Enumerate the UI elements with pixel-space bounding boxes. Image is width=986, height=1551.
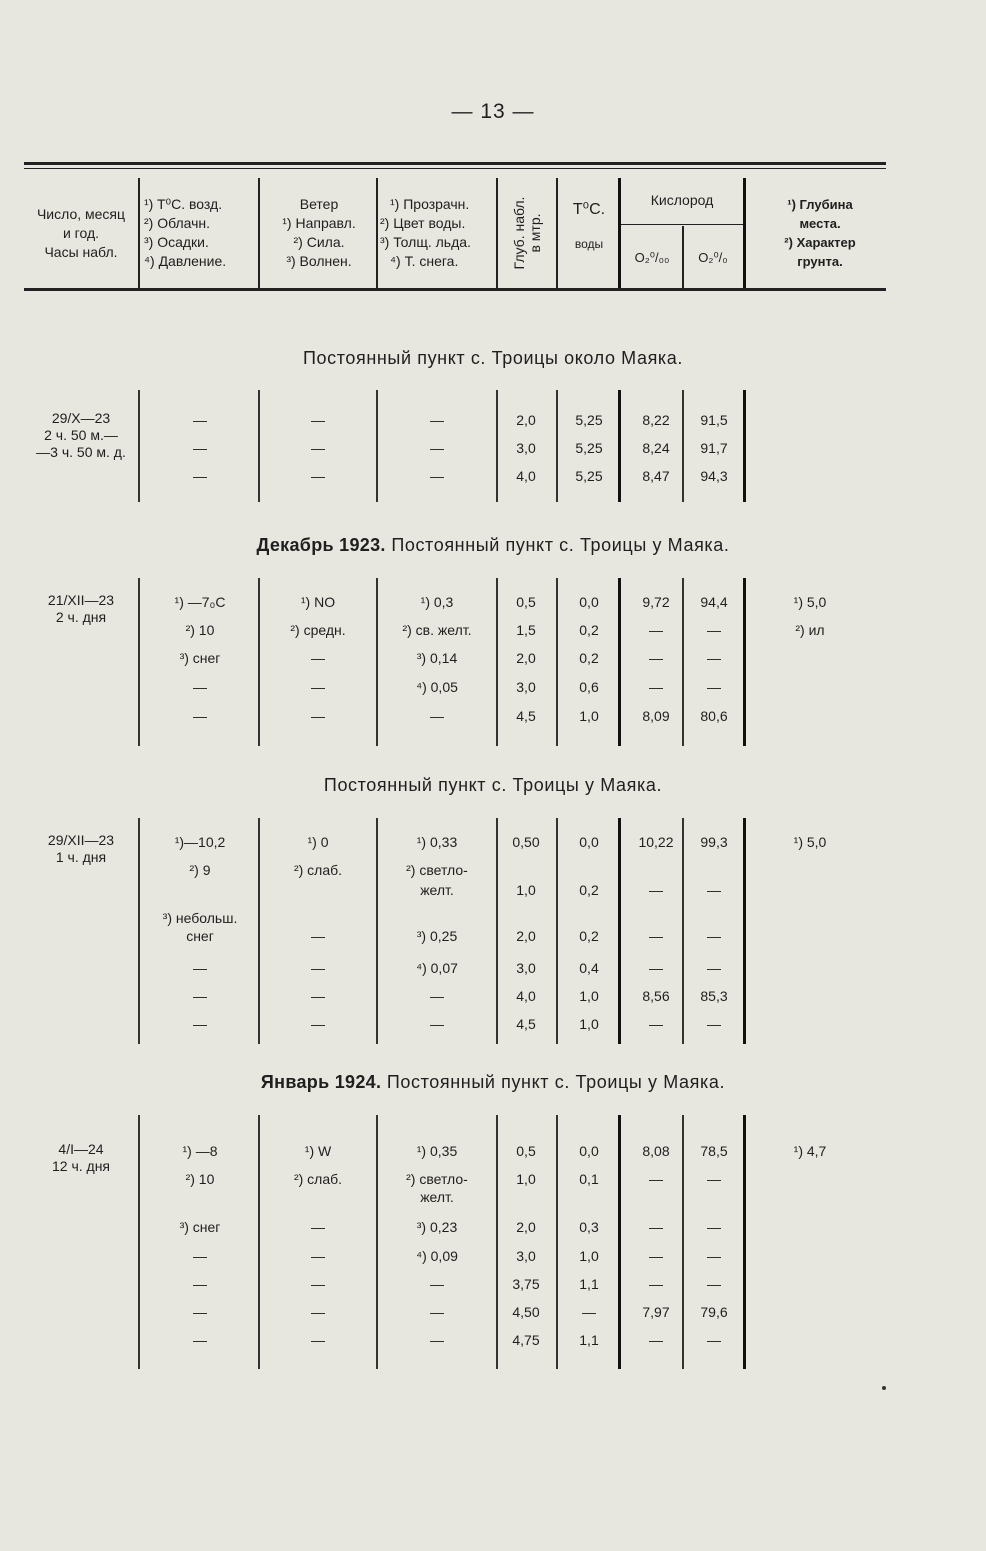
- cell-water-temp: 0,1: [579, 1171, 599, 1187]
- header-bottom-line-2: места.: [799, 216, 841, 231]
- cell-water-temp: 5,25: [575, 412, 603, 428]
- cell-oxygen-percent: —: [707, 1276, 721, 1292]
- cell-wind: —: [311, 1248, 325, 1264]
- cell-water: ³) 0,14: [416, 650, 458, 666]
- cell-wind: —: [311, 708, 325, 724]
- cell-water: ¹) 0,3: [420, 594, 454, 610]
- header-depth-line-1: Глуб. набл.: [511, 196, 527, 270]
- top-rule-thick: [24, 162, 886, 165]
- header-bottom-line-3: ²) Характер: [784, 235, 856, 250]
- data-group-jan-4: [24, 1115, 886, 1369]
- observation-date-line: 29/XII—23: [47, 832, 115, 848]
- cell-depth: 1,0: [516, 882, 536, 898]
- cell-oxygen-permille: —: [649, 1276, 663, 1292]
- cell-oxygen-percent: 94,3: [700, 468, 728, 484]
- observation-date-line: 2 ч. дня: [55, 609, 107, 625]
- header-bottom-rule-thick: [24, 288, 886, 291]
- cell-wind: ²) слаб.: [293, 1171, 343, 1187]
- cell-oxygen-percent: 99,3: [700, 834, 728, 850]
- header-bottom-line-1: ¹) Глубина: [787, 197, 853, 212]
- observation-date-line: 21/XII—23: [47, 592, 115, 608]
- cell-water: —: [430, 1332, 444, 1348]
- cell-water-temp: 0,2: [579, 882, 599, 898]
- cell-depth: 4,5: [516, 1016, 536, 1032]
- header-oxygen-percent: O₂⁰/₀: [698, 249, 728, 265]
- cell-water: —: [430, 468, 444, 484]
- cell-water: —: [430, 988, 444, 1004]
- cell-wind: ¹) NO: [300, 594, 336, 610]
- cell-oxygen-percent: —: [707, 1332, 721, 1348]
- cell-water: —: [430, 708, 444, 724]
- section-title-1-text: Постоянный пункт с. Троицы около Маяка.: [303, 348, 683, 368]
- section-title-2: [0, 535, 986, 556]
- header-depth-line-2: в мтр.: [527, 213, 543, 253]
- observation-date: [24, 592, 138, 626]
- cell-oxygen-permille: —: [649, 928, 663, 944]
- cell-air: —: [193, 1248, 207, 1264]
- header-air-line-1: ¹) T⁰C. возд.: [144, 196, 223, 212]
- header-wind-line-2: ¹) Направл.: [282, 215, 356, 231]
- header-oxygen-title: Кислород: [650, 192, 714, 208]
- cell-oxygen-permille: 8,24: [642, 440, 670, 456]
- cell-air: ²) 10: [185, 622, 215, 638]
- cell-water-temp: 0,4: [579, 960, 599, 976]
- observation-date-line: 2 ч. 50 м.—: [44, 427, 118, 443]
- cell-oxygen-permille: —: [649, 960, 663, 976]
- cell-oxygen-permille: —: [649, 882, 663, 898]
- header-date-column: [24, 178, 138, 288]
- cell-oxygen-permille: 7,97: [642, 1304, 670, 1320]
- cell-wind: —: [311, 1219, 325, 1235]
- header-wind-line-4: ³) Волнен.: [286, 253, 352, 269]
- cell-air: —: [193, 960, 207, 976]
- cell-oxygen-percent: —: [707, 679, 721, 695]
- cell-depth: 3,0: [516, 440, 536, 456]
- cell-oxygen-percent: 79,6: [700, 1304, 728, 1320]
- cell-oxygen-percent: —: [707, 960, 721, 976]
- header-air-column: [144, 178, 258, 288]
- cell-wind: —: [311, 928, 325, 944]
- header-water-line-2: ²) Цвет воды.: [380, 215, 466, 231]
- cell-water: ³) 0,23: [416, 1219, 458, 1235]
- cell-depth: 4,0: [516, 468, 536, 484]
- cell-water: —: [430, 412, 444, 428]
- cell-oxygen-permille: —: [649, 1332, 663, 1348]
- cell-bottom: ¹) 5,0: [793, 834, 827, 850]
- cell-oxygen-percent: —: [707, 1016, 721, 1032]
- cell-air: ²) 10: [185, 1171, 215, 1187]
- cell-water-temp: 0,2: [579, 650, 599, 666]
- cell-oxygen-percent: 80,6: [700, 708, 728, 724]
- cell-depth: 0,50: [512, 834, 540, 850]
- observation-date-line: 1 ч. дня: [55, 849, 107, 865]
- cell-water: ¹) 0,35: [416, 1143, 458, 1159]
- cell-oxygen-permille: 8,08: [642, 1143, 670, 1159]
- cell-wind: ²) слаб.: [293, 862, 343, 878]
- cell-wind: —: [311, 650, 325, 666]
- cell-bottom: ²) ил: [795, 622, 825, 638]
- header-wind-line-3: ²) Сила.: [293, 234, 345, 250]
- cell-oxygen-permille: —: [649, 1171, 663, 1187]
- cell-oxygen-permille: —: [649, 1219, 663, 1235]
- header-divider: [258, 178, 260, 288]
- cell-bottom: ¹) 4,7: [793, 1143, 827, 1159]
- section-title-3: [0, 775, 986, 796]
- cell-oxygen-percent: 85,3: [700, 988, 728, 1004]
- section-title-2-bold: Декабрь 1923.: [256, 535, 386, 555]
- section-title-4-bold: Январь 1924.: [260, 1072, 382, 1092]
- cell-depth: 4,5: [516, 708, 536, 724]
- cell-depth: 4,0: [516, 988, 536, 1004]
- header-depth-column: [498, 178, 556, 288]
- cell-depth: 3,0: [516, 960, 536, 976]
- cell-water-temp: 0,0: [579, 594, 599, 610]
- cell-oxygen-percent: 94,4: [700, 594, 728, 610]
- header-water-line-3: ³) Толщ. льда.: [380, 234, 471, 250]
- cell-water: ²) светло-: [406, 862, 468, 878]
- header-date-line-1: Число, месяц: [36, 205, 126, 222]
- header-date-line-3: Часы набл.: [44, 243, 118, 260]
- observation-date-line: 29/X—23: [51, 410, 111, 426]
- cell-wind: ¹) W: [304, 1143, 332, 1159]
- cell-water-temp: 5,25: [575, 440, 603, 456]
- cell-water-temp: 1,0: [579, 1016, 599, 1032]
- cell-water: желт.: [420, 1189, 454, 1205]
- cell-depth: 1,0: [516, 1171, 536, 1187]
- cell-water-temp: 1,1: [579, 1332, 599, 1348]
- observation-date: [24, 1141, 138, 1175]
- cell-water-temp: 0,2: [579, 622, 599, 638]
- section-title-4: [0, 1072, 986, 1093]
- cell-oxygen-percent: —: [707, 882, 721, 898]
- cell-oxygen-permille: —: [649, 650, 663, 666]
- observation-date-line: —3 ч. 50 м. д.: [36, 444, 126, 460]
- header-water-line-4: ⁴) Т. снега.: [390, 253, 459, 269]
- cell-water-temp: 0,3: [579, 1219, 599, 1235]
- observation-date: [24, 410, 138, 461]
- section-title-4-text: Постоянный пункт с. Троицы у Маяка.: [386, 1072, 726, 1092]
- header-temp-line-2: воды: [574, 237, 604, 251]
- header-temp-line-1: T⁰C.: [572, 201, 606, 218]
- cell-wind: —: [311, 1332, 325, 1348]
- cell-air: —: [193, 1332, 207, 1348]
- header-air-line-3: ³) Осадки.: [144, 234, 209, 250]
- header-air-line-4: ⁴) Давление.: [144, 253, 227, 269]
- page-number: — 13 —: [451, 100, 535, 123]
- cell-oxygen-permille: —: [649, 622, 663, 638]
- cell-wind: —: [311, 1276, 325, 1292]
- cell-oxygen-permille: 8,47: [642, 468, 670, 484]
- cell-oxygen-permille: 9,72: [642, 594, 670, 610]
- cell-oxygen-permille: —: [649, 679, 663, 695]
- cell-water-temp: 0,2: [579, 928, 599, 944]
- cell-wind: —: [311, 679, 325, 695]
- cell-wind: —: [311, 412, 325, 428]
- cell-water: ³) 0,25: [416, 928, 458, 944]
- cell-oxygen-permille: —: [649, 1248, 663, 1264]
- cell-depth: 2,0: [516, 928, 536, 944]
- cell-depth: 2,0: [516, 1219, 536, 1235]
- cell-oxygen-percent: —: [707, 622, 721, 638]
- cell-air: —: [193, 440, 207, 456]
- cell-wind: —: [311, 1304, 325, 1320]
- cell-air: ²) 9: [189, 862, 211, 878]
- cell-wind: —: [311, 1016, 325, 1032]
- cell-air: ³) небольш.: [162, 910, 238, 926]
- cell-wind: ²) средн.: [290, 622, 346, 638]
- cell-air: —: [193, 1276, 207, 1292]
- cell-air: ³) снег: [179, 1219, 221, 1235]
- observation-date-line: 12 ч. дня: [51, 1158, 111, 1174]
- cell-wind: ¹) 0: [307, 834, 329, 850]
- cell-water-temp: 0,0: [579, 1143, 599, 1159]
- cell-oxygen-percent: 91,5: [700, 412, 728, 428]
- cell-oxygen-percent: —: [707, 1219, 721, 1235]
- cell-air: —: [193, 468, 207, 484]
- cell-wind: —: [311, 468, 325, 484]
- cell-water: ¹) 0,33: [416, 834, 458, 850]
- cell-water-temp: 1,1: [579, 1276, 599, 1292]
- header-divider: [138, 178, 140, 288]
- cell-depth: 3,0: [516, 679, 536, 695]
- cell-water-temp: 1,0: [579, 1248, 599, 1264]
- cell-air: ³) снег: [179, 650, 221, 666]
- cell-bottom: ¹) 5,0: [793, 594, 827, 610]
- cell-water: —: [430, 1304, 444, 1320]
- data-group-dec-29: [24, 818, 886, 1044]
- header-water-line-1: ¹) Прозрачн.: [390, 196, 470, 212]
- header-date-line-2: и год.: [62, 224, 100, 241]
- cell-air: ¹)—10,2: [174, 834, 226, 850]
- cell-water-temp: —: [582, 1304, 596, 1320]
- cell-air: —: [193, 679, 207, 695]
- cell-water: желт.: [420, 882, 454, 898]
- cell-water: ⁴) 0,09: [416, 1248, 458, 1264]
- cell-oxygen-permille: 8,22: [642, 412, 670, 428]
- cell-oxygen-percent: —: [707, 928, 721, 944]
- observation-date-line: 4/I—24: [58, 1141, 104, 1157]
- cell-water: ²) св. желт.: [402, 622, 472, 638]
- table-header: [24, 178, 886, 288]
- cell-air: —: [193, 1304, 207, 1320]
- cell-oxygen-permille: 10,22: [638, 834, 674, 850]
- cell-depth: 0,5: [516, 1143, 536, 1159]
- cell-air: ¹) —7₀C: [174, 594, 226, 610]
- cell-oxygen-permille: 8,56: [642, 988, 670, 1004]
- header-wind-column: [262, 178, 376, 288]
- cell-air: —: [193, 1016, 207, 1032]
- header-divider: [743, 178, 746, 288]
- header-wind-line-1: Ветер: [299, 196, 339, 212]
- cell-depth: 0,5: [516, 594, 536, 610]
- cell-air: снег: [186, 928, 214, 944]
- cell-water-temp: 1,0: [579, 988, 599, 1004]
- cell-depth: 2,0: [516, 412, 536, 428]
- cell-water-temp: 5,25: [575, 468, 603, 484]
- cell-water: —: [430, 1016, 444, 1032]
- cell-oxygen-percent: —: [707, 650, 721, 666]
- data-group-oct-29: [24, 390, 886, 502]
- header-oxygen-underline: [621, 224, 743, 225]
- cell-water: ²) светло-: [406, 1171, 468, 1187]
- cell-depth: 4,50: [512, 1304, 540, 1320]
- cell-water-temp: 0,0: [579, 834, 599, 850]
- top-rule-thin: [24, 168, 886, 169]
- header-bottom-line-4: грунта.: [797, 254, 843, 269]
- cell-water: —: [430, 1276, 444, 1292]
- header-oxygen-permille: O₂⁰/₀₀: [634, 249, 670, 265]
- cell-air: ¹) —8: [182, 1143, 218, 1159]
- cell-water: ⁴) 0,07: [416, 960, 458, 976]
- cell-water-temp: 1,0: [579, 708, 599, 724]
- cell-oxygen-percent: —: [707, 1171, 721, 1187]
- cell-air: —: [193, 412, 207, 428]
- section-title-2-text: Постоянный пункт с. Троицы у Маяка.: [391, 535, 730, 555]
- header-temp-column: [558, 178, 620, 288]
- section-title-1: [0, 348, 986, 369]
- data-group-dec-21: [24, 578, 886, 746]
- cell-air: —: [193, 988, 207, 1004]
- speck-mark: [882, 1386, 886, 1390]
- header-air-line-2: ²) Облачн.: [144, 215, 211, 231]
- cell-oxygen-permille: —: [649, 1016, 663, 1032]
- cell-depth: 2,0: [516, 650, 536, 666]
- cell-oxygen-percent: —: [707, 1248, 721, 1264]
- observation-date: [24, 832, 138, 866]
- cell-wind: —: [311, 960, 325, 976]
- header-bottom-column: [754, 178, 886, 288]
- cell-depth: 3,0: [516, 1248, 536, 1264]
- cell-water-temp: 0,6: [579, 679, 599, 695]
- cell-water: —: [430, 440, 444, 456]
- cell-wind: —: [311, 988, 325, 1004]
- cell-water: ⁴) 0,05: [416, 679, 458, 695]
- cell-oxygen-permille: 8,09: [642, 708, 670, 724]
- cell-oxygen-percent: 91,7: [700, 440, 728, 456]
- cell-depth: 1,5: [516, 622, 536, 638]
- cell-oxygen-percent: 78,5: [700, 1143, 728, 1159]
- section-title-3-text: Постоянный пункт с. Троицы у Маяка.: [323, 775, 663, 795]
- cell-air: —: [193, 708, 207, 724]
- cell-depth: 3,75: [512, 1276, 540, 1292]
- cell-depth: 4,75: [512, 1332, 540, 1348]
- cell-wind: —: [311, 440, 325, 456]
